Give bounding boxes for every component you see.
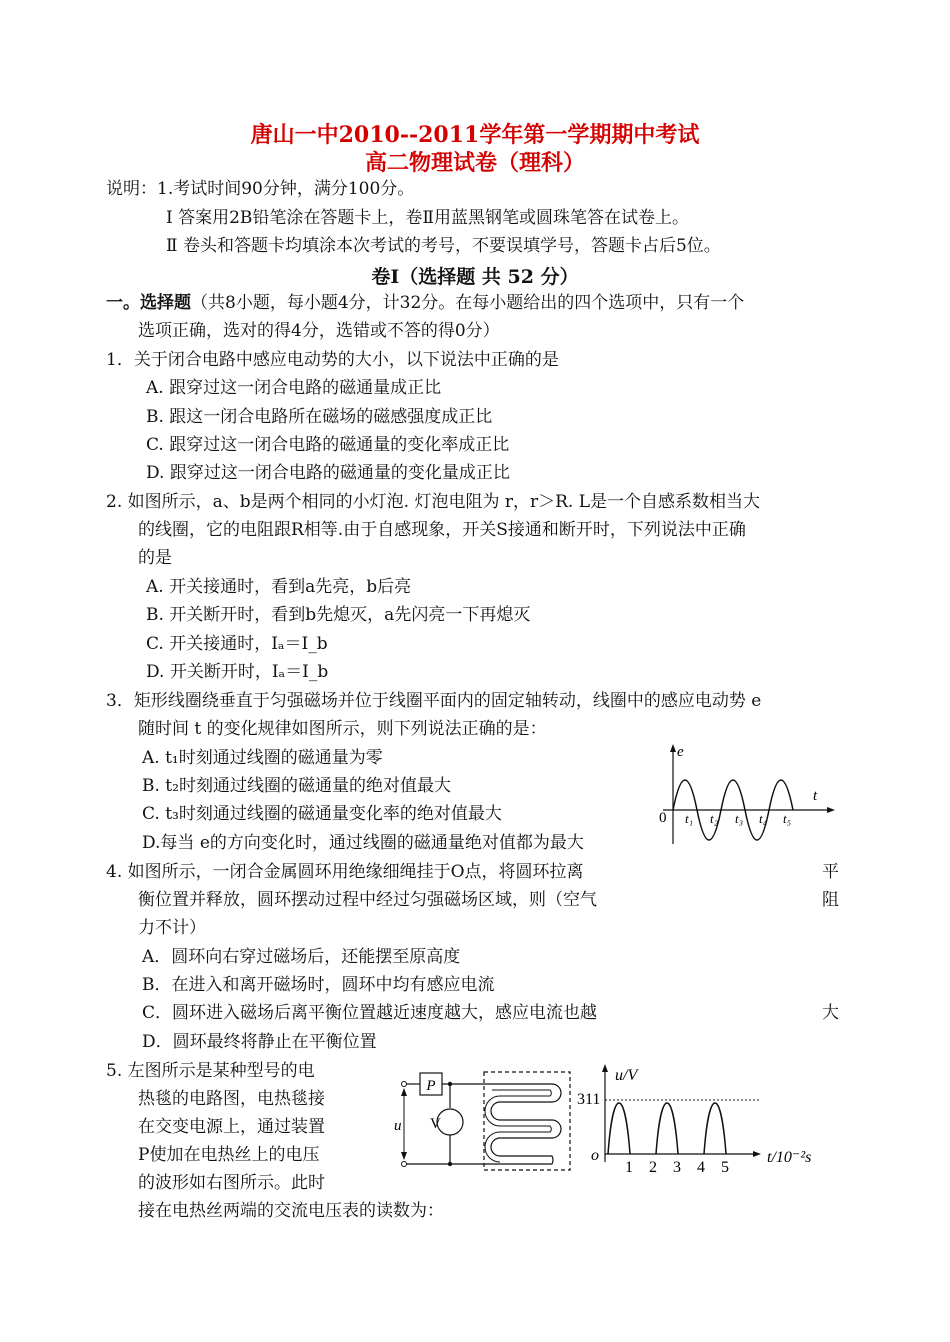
q3-tick-t1: t₁ bbox=[685, 811, 694, 826]
q3-tick-t2: t₂ bbox=[710, 811, 719, 826]
q3-tick-t4: t₄ bbox=[759, 811, 768, 826]
q5-line-2: 热毯的电路图，电热毯接 bbox=[138, 1089, 325, 1109]
q3-option-b: B. t₂时刻通过线圈的磁通量的绝对值最大 bbox=[142, 776, 451, 796]
note-line-3: Ⅱ 卷头和答题卡均填涂本次考试的考号，不要误填学号，答题卡占后5位。 bbox=[166, 236, 721, 256]
q5-peak-label: 311 bbox=[577, 1091, 601, 1108]
q5-pulse-2 bbox=[656, 1103, 678, 1154]
q5-line-5: 的波形如右图所示。此时 bbox=[138, 1173, 325, 1193]
q4-stem-3: 力不计） bbox=[138, 918, 206, 938]
note-line-1: 说明：1.考试时间90分钟，满分100分。 bbox=[106, 179, 415, 199]
q5-tick-1: 1 bbox=[625, 1159, 633, 1176]
q3-y-label: e bbox=[677, 744, 684, 760]
q2-option-d: D. 开关断开时，Iₐ＝I_b bbox=[146, 662, 329, 682]
q5-voltmeter-icon bbox=[437, 1109, 463, 1135]
q4-option-a: A．圆环向右穿过磁场后，还能摆至原高度 bbox=[142, 947, 461, 967]
q3-x-arrow-icon bbox=[827, 807, 835, 813]
q5-circuit-diagram bbox=[390, 1068, 575, 1178]
exam-subtitle: 高二物理试卷（理科） bbox=[364, 150, 585, 176]
section-heading: 卷Ⅰ（选择题 共 52 分） bbox=[371, 266, 579, 288]
q3-x-label: t bbox=[813, 788, 818, 804]
q4-stem-2-tail: 阻 bbox=[822, 890, 839, 910]
q1-option-c: C. 跟穿过这一闭合电路的磁通量的变化率成正比 bbox=[146, 435, 510, 455]
q1-option-d: D. 跟穿过这一闭合电路的磁通量的变化量成正比 bbox=[146, 463, 510, 483]
q3-y-arrow-icon bbox=[670, 744, 676, 752]
q5-line-1: 5. 左图所示是某种型号的电 bbox=[106, 1061, 315, 1081]
q3-tick-t5: t₅ bbox=[783, 811, 792, 826]
q5-line-4: P使加在电热丝上的电压 bbox=[138, 1145, 320, 1165]
q1-option-b: B. 跟这一闭合电路所在磁场的磁感强度成正比 bbox=[146, 407, 493, 427]
q4-option-c-tail: 大 bbox=[822, 1003, 839, 1023]
q5-pulse-3 bbox=[704, 1103, 726, 1154]
exam-title: 唐山一中2010--2011学年第一学期期中考试 bbox=[250, 122, 700, 148]
q3-option-d: D.每当 e的方向变化时，通过线圈的磁通量绝对值都为最大 bbox=[142, 833, 584, 853]
q3-origin-label: 0 bbox=[659, 810, 667, 826]
q4-option-d: D．圆环最终将静止在平衡位置 bbox=[142, 1032, 377, 1052]
q5-heating-wire-inner bbox=[485, 1090, 551, 1162]
q3-tick-t3: t₃ bbox=[735, 811, 744, 826]
q5-tick-2: 2 bbox=[649, 1159, 657, 1176]
part-title: 一。选择题 bbox=[106, 293, 191, 313]
part-intro bbox=[106, 290, 744, 316]
q2-stem-1: 2. 如图所示，a、b是两个相同的小灯泡. 灯泡电阻为 r，r＞R. L是一个自感系数相当大 bbox=[106, 492, 761, 512]
q2-option-a: A. 开关接通时，看到a先亮，b后亮 bbox=[146, 577, 412, 597]
q3-emf-graph bbox=[655, 742, 840, 854]
q5-pulse-1 bbox=[608, 1103, 630, 1154]
q5-u-label: u bbox=[394, 1118, 402, 1134]
q5-line-6: 接在电热丝两端的交流电压表的读数为： bbox=[138, 1201, 444, 1221]
note-line-2: Ⅰ 答案用2B铅笔涂在答题卡上，卷Ⅱ用蓝黑钢笔或圆珠笔答在试卷上。 bbox=[166, 208, 689, 228]
q4-option-b: B．在进入和离开磁场时，圆环中均有感应电流 bbox=[142, 975, 495, 995]
q2-option-c: C. 开关接通时，Iₐ＝I_b bbox=[146, 634, 328, 654]
q5-u-arrow-up-icon bbox=[401, 1088, 407, 1096]
q5-line-3: 在交变电源上，通过装置 bbox=[138, 1117, 325, 1137]
q5-tick-3: 3 bbox=[673, 1159, 681, 1176]
q1-option-a: A. 跟穿过这一闭合电路的磁通量成正比 bbox=[146, 378, 442, 398]
q3-stem-1: 3．矩形线圈绕垂直于匀强磁场并位于线圈平面内的固定轴转动，线圈中的感应电动势 e bbox=[106, 691, 762, 711]
q1-stem: 1．关于闭合电路中感应电动势的大小，以下说法中正确的是 bbox=[106, 350, 559, 370]
q5-x-arrow-icon bbox=[753, 1151, 761, 1157]
q4-stem-1-tail: 平 bbox=[822, 862, 839, 882]
q3-option-c: C. t₃时刻通过线圈的磁通量变化率的绝对值最大 bbox=[142, 804, 502, 824]
q5-y-arrow-icon bbox=[602, 1064, 608, 1072]
q5-voltmeter-label: V bbox=[430, 1116, 441, 1132]
q5-voltage-graph bbox=[575, 1058, 825, 1178]
q4-stem-1: 4. 如图所示，一闭合金属圆环用绝缘细绳挂于O点，将圆环拉离 bbox=[106, 862, 584, 882]
q5-device-p-label: P bbox=[426, 1078, 436, 1094]
q5-tick-5: 5 bbox=[721, 1159, 729, 1176]
q5-origin-label: o bbox=[591, 1147, 599, 1164]
q3-option-a: A. t₁时刻通过线圈的磁通量为零 bbox=[142, 748, 383, 768]
q5-x-label: t/10⁻²s bbox=[767, 1149, 812, 1166]
q3-stem-2: 随时间 t 的变化规律如图所示，则下列说法正确的是： bbox=[138, 719, 547, 739]
part-desc-1: （共8小题，每小题4分，计32分。在每小题给出的四个选项中，只有一个 bbox=[191, 293, 745, 313]
q2-option-b: B. 开关断开时，看到b先熄灭，a先闪亮一下再熄灭 bbox=[146, 605, 531, 625]
q5-u-arrow-down-icon bbox=[401, 1152, 407, 1160]
q2-stem-2: 的线圈，它的电阻跟R相等.由于自感现象，开关S接通和断开时，下列说法中正确 bbox=[138, 520, 746, 540]
q2-stem-3: 的是 bbox=[138, 548, 172, 568]
q5-y-label: u/V bbox=[615, 1067, 638, 1084]
q4-option-c: C．圆环进入磁场后离平衡位置越近速度越大，感应电流也越 bbox=[142, 1003, 598, 1023]
part-desc-2: 选项正确，选对的得4分，选错或不答的得0分） bbox=[138, 321, 500, 341]
q5-tick-4: 4 bbox=[697, 1159, 705, 1176]
q4-stem-2: 衡位置并释放，圆环摆动过程中经过匀强磁场区域，则（空气 bbox=[138, 890, 597, 910]
